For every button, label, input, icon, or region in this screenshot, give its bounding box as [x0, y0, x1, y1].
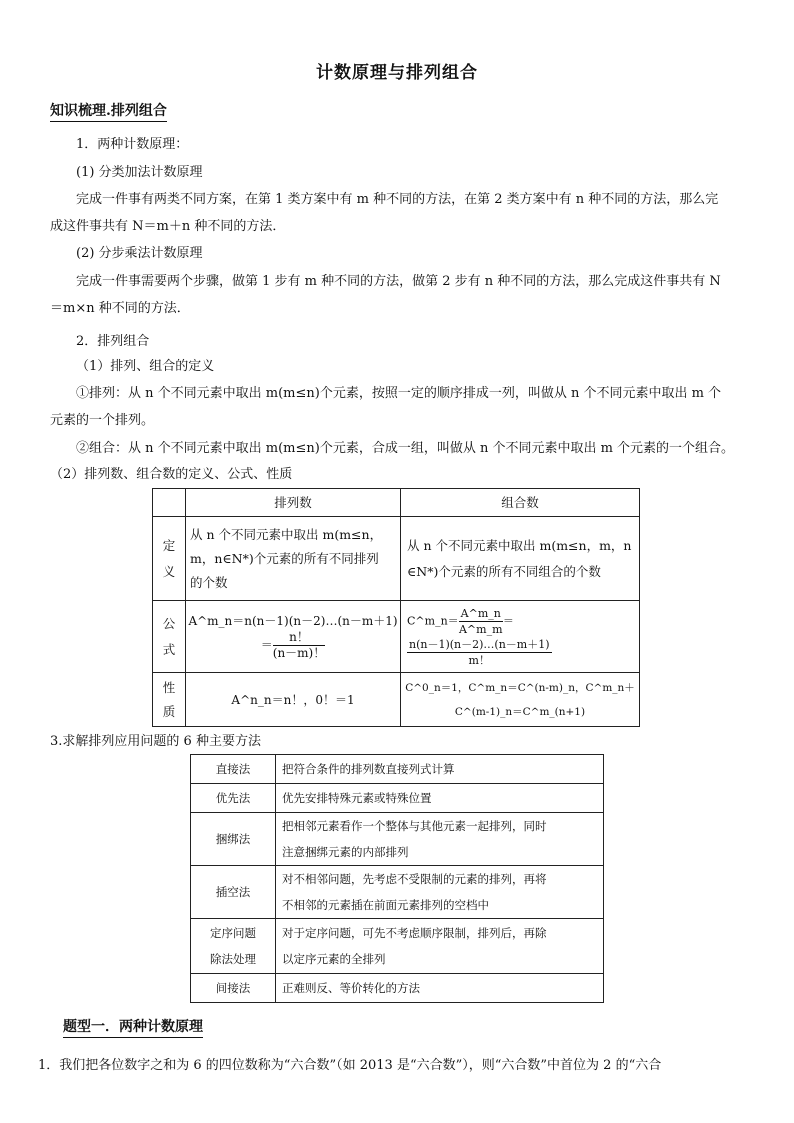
definition-permutation: 从 n 个不同元素中取出 m(m≤n， m，n∈N*)个元素的所有不同排列 的个数: [186, 517, 401, 601]
method-name: 直接法: [191, 755, 276, 784]
header-permutation: 排列数: [186, 489, 401, 517]
section-heading-counting: 题型一．两种计数原理: [63, 1016, 203, 1038]
heading-multiplication-principle: (2) 分步乘法计数原理: [76, 246, 203, 261]
header-combination: 组合数: [401, 489, 640, 517]
heading-perm-comb: 2．排列组合: [76, 334, 150, 349]
method-name: 优先法: [191, 784, 276, 813]
heading-definitions: （1）排列、组合的定义: [76, 359, 215, 374]
property-combination: C^0_n＝1，C^m_n＝C^(n-m)_n，C^m_n＋C^(m-1)_n＝C^m_(n+1): [401, 673, 640, 727]
method-description: 正难则反、等价转化的方法: [276, 974, 604, 1003]
row-label-formula: 公式: [153, 601, 186, 673]
addition-principle-line1: 完成一件事有两类不同方案，在第 1 类方案中有 m 种不同的方法，在第 2 类方案中有 n 种不同的方法，那么完: [76, 192, 719, 207]
multiplication-principle-line1: 完成一件事需要两个步骤，做第 1 步有 m 种不同的方法，做第 2 步有 n 种不同的方法，那么完成这件事共有 N: [76, 274, 721, 289]
method-name: 插空法: [191, 866, 276, 919]
methods-table: [190, 754, 604, 1003]
permutation-definition-line2: 元素的一个排列。: [50, 413, 155, 428]
definition-combination: 从 n 个不同元素中取出 m(m≤n，m，n ∈N*)个元素的所有不同组合的个数: [401, 517, 640, 601]
formula-permutation: A^m_n＝n(n－1)(n－2)…(n－m＋1) ＝ $\frac{n!}{(n-m)!}$: [186, 601, 401, 673]
property-permutation: A^n_n＝n！，0！＝1: [186, 673, 401, 727]
method-row: [191, 755, 604, 784]
method-description: 对于定序问题，可先不考虑顺序限制，排列后，再除 以定序元素的全排列: [276, 919, 604, 974]
method-row: [191, 974, 604, 1003]
page-title: 计数原理与排列组合: [316, 63, 478, 83]
section-heading-knowledge: 知识梳理.排列组合: [50, 100, 167, 122]
method-row: [191, 866, 604, 919]
question-1: 1．我们把各位数字之和为 6 的四位数称为“六合数”（如 2013 是“六合数”），则“六合数”中首位为 2 的“六合: [38, 1058, 662, 1073]
addition-principle-line2: 成这件事共有 N＝m＋n 种不同的方法．: [50, 219, 286, 234]
method-description: 把相邻元素看作一个整体与其他元素一起排列，同时 注意捆绑元素的内部排列: [276, 813, 604, 866]
method-row: [191, 919, 604, 974]
method-description: 把符合条件的排列数直接列式计算: [276, 755, 604, 784]
combination-definition: ②组合：从 n 个不同元素中取出 m(m≤n)个元素，合成一组，叫做从 n 个不同元素中取出 m 个元素的一个组合。: [76, 441, 735, 456]
heading-addition-principle: (1) 分类加法计数原理: [76, 165, 203, 180]
heading-formulas: （2）排列数、组合数的定义、公式、性质: [50, 467, 293, 482]
method-description: 对不相邻问题，先考虑不受限制的元素的排列，再将 不相邻的元素插在前面元素排列的空档中: [276, 866, 604, 919]
multiplication-principle-line2: ＝m×n 种不同的方法．: [50, 301, 190, 316]
permutation-definition-line1: ①排列：从 n 个不同元素中取出 m(m≤n)个元素，按照一定的顺序排成一列，叫做从 n 个不同元素中取出 m 个: [76, 386, 722, 401]
heading-six-methods: 3.求解排列应用问题的 6 种主要方法: [50, 734, 261, 749]
formula-combination: C^m_n＝ $\frac{A\^{}m\_n}{A\^{}m\_m}$ ＝ $\frac{n(n-1)(n-2)\dots(n-m+1)}{m!}$: [401, 601, 640, 673]
row-label-property: 性质: [153, 673, 186, 727]
row-label-definition: 定义: [153, 517, 186, 601]
perm-comb-table: [152, 488, 640, 727]
heading-counting-principles: 1．两种计数原理：: [76, 137, 189, 152]
method-row: [191, 813, 604, 866]
method-name: 定序问题 除法处理: [191, 919, 276, 974]
method-description: 优先安排特殊元素或特殊位置: [276, 784, 604, 813]
method-name: 捆绑法: [191, 813, 276, 866]
method-row: [191, 784, 604, 813]
method-name: 间接法: [191, 974, 276, 1003]
